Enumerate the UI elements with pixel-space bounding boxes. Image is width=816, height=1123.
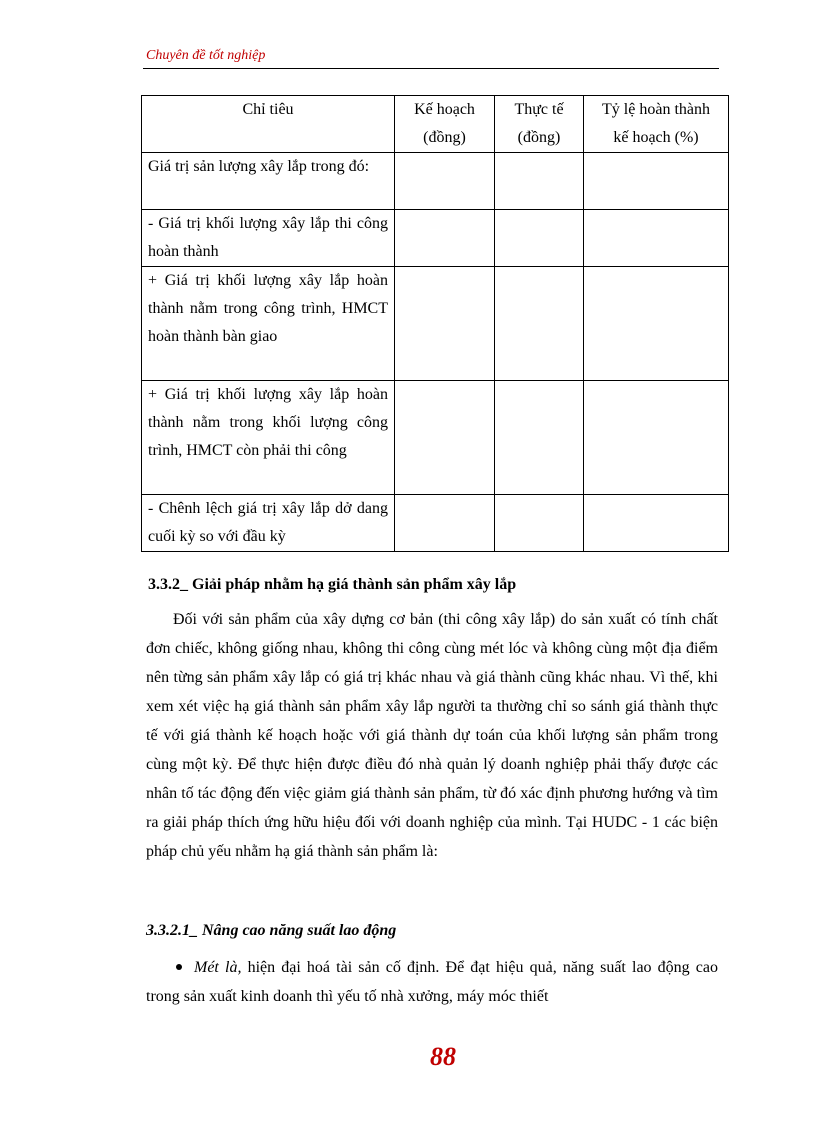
- actual-cell: [495, 267, 584, 381]
- table-row: [142, 267, 729, 381]
- bullet-icon: [176, 964, 182, 970]
- column-header-text: (đồng): [517, 129, 561, 146]
- column-header-completion-ratio: [584, 96, 729, 153]
- column-header-actual: [495, 96, 584, 153]
- row-label: - Giá trị khối lượng xây lắp thi công hoàn thành: [142, 210, 395, 267]
- bullet-paragraph: [146, 953, 718, 1011]
- bullet-text: hiện đại hoá tài sản cố định. Để đạt hiệu quả, năng suất lao động cao trong sản xuất kinh doanh thì yếu tố nhà xưởng, máy móc thiết: [146, 959, 718, 1005]
- ratio-cell: [584, 210, 729, 267]
- column-header-text: kế hoạch (%): [613, 129, 699, 146]
- ratio-cell: [584, 153, 729, 210]
- table-row: [142, 210, 729, 267]
- column-header-indicator: [142, 96, 395, 153]
- column-header-text: Kế hoạch: [414, 101, 475, 118]
- header-divider: [143, 68, 719, 69]
- column-header-text: Chỉ tiêu: [242, 101, 294, 118]
- table-row: [142, 153, 729, 210]
- indicators-table: [141, 95, 729, 552]
- column-header-text: Thực tế: [514, 101, 564, 118]
- plan-cell: [395, 210, 495, 267]
- column-header-text: (đồng): [423, 129, 466, 146]
- actual-cell: [495, 210, 584, 267]
- plan-cell: [395, 381, 495, 495]
- plan-cell: [395, 495, 495, 552]
- column-header-text: Tỷ lệ hoàn thành: [602, 101, 710, 118]
- table-row: [142, 495, 729, 552]
- bullet-lead: Mét là,: [194, 959, 242, 976]
- plan-cell: [395, 153, 495, 210]
- row-label: Giá trị sản lượng xây lắp trong đó:: [142, 153, 395, 210]
- table-row: [142, 381, 729, 495]
- row-label: + Giá trị khối lượng xây lắp hoàn thành nằm trong khối lượng công trình, HMCT còn phải thi công: [142, 381, 395, 495]
- body-paragraph: [146, 605, 718, 866]
- ratio-cell: [584, 381, 729, 495]
- paragraph-text: Đối với sản phẩm của xây dựng cơ bản (thi công xây lắp) do sản xuất có tính chất đơn chiếc, không giống nhau, không thi công cùng mét lóc và không cùng một địa điểm nên từng sản phẩm xây lắp có giá trị khác nhau và giá thành cũng khác nhau. Vì thế, khi xem xét việc hạ giá thành sản phẩm xây lắp người ta thường chỉ so sánh giá thành thực tế với giá thành kế hoạch hoặc với giá thành dự toán của khối lượng sản phẩm trong cùng một kỳ. Để thực hiện được điều đó nhà quản lý doanh nghiệp phải thấy được các nhân tố tác động đến việc giảm giá thành sản phẩm, từ đó xác định phương hướng và tìm ra giải pháp thích ứng hữu hiệu đối với doanh nghiệp của mình. Tại HUDC - 1 các biện pháp chủ yếu nhằm hạ giá thành sản phẩm là:: [146, 611, 718, 860]
- row-label: + Giá trị khối lượng xây lắp hoàn thành nằm trong công trình, HMCT hoàn thành bàn giao: [142, 267, 395, 381]
- ratio-cell: [584, 495, 729, 552]
- document-header-title: Chuyên đề tốt nghiệp: [146, 48, 266, 63]
- ratio-cell: [584, 267, 729, 381]
- column-header-plan: [395, 96, 495, 153]
- actual-cell: [495, 495, 584, 552]
- page-number: 88: [430, 1042, 456, 1071]
- section-heading: 3.3.2_ Giải pháp nhằm hạ giá thành sản phẩm xây lắp: [148, 576, 517, 593]
- subsection-heading: 3.3.2.1_ Nâng cao năng suất lao động: [146, 922, 397, 939]
- actual-cell: [495, 153, 584, 210]
- table-header-row: [142, 96, 729, 153]
- actual-cell: [495, 381, 584, 495]
- row-label: - Chênh lệch giá trị xây lắp dở dang cuối kỳ so với đầu kỳ: [142, 495, 395, 552]
- plan-cell: [395, 267, 495, 381]
